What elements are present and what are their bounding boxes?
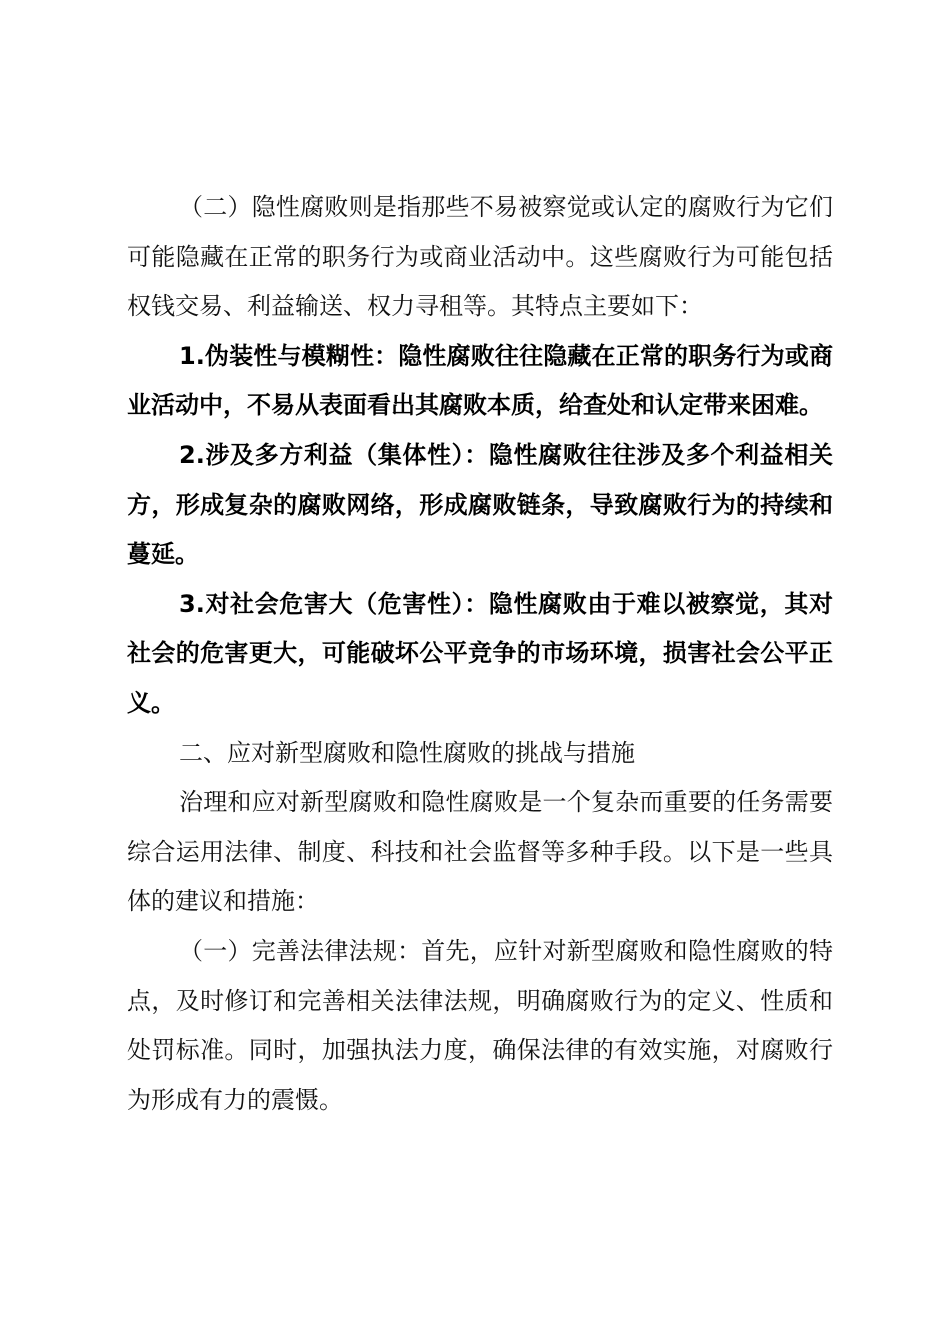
document-body bbox=[127, 183, 833, 1125]
paragraph-feature-collective: 2.涉及多方利益（集体性）：隐性腐败往往涉及多个利益相关方，形成复杂的腐败网络，形成腐败链条，导致腐败行为的持续和蔓延。 bbox=[127, 440, 833, 569]
section-heading-measures: 二、应对新型腐败和隐性腐败的挑战与措施 bbox=[179, 738, 635, 767]
paragraph-hidden-corruption-intro: （二）隐性腐败则是指那些不易被察觉或认定的腐败行为它们可能隐藏在正常的职务行为或商业活动中。这些腐败行为可能包括权钱交易、利益输送、权力寻租等。其特点主要如下： bbox=[127, 193, 833, 321]
paragraph-measures-intro: 治理和应对新型腐败和隐性腐败是一个复杂而重要的任务需要综合运用法律、制度、科技和社会监督等多种手段。以下是一些具体的建议和措施： bbox=[127, 788, 833, 916]
paragraph-feature-harm: 3.对社会危害大（危害性）：隐性腐败由于难以被察觉，其对社会的危害更大，可能破坏公平竞争的市场环境，损害社会公平正义。 bbox=[127, 589, 833, 717]
paragraph-feature-disguise: 1.伪装性与模糊性：隐性腐败往往隐藏在正常的职务行为或商业活动中，不易从表面看出其腐败本质，给查处和认定带来困难。 bbox=[127, 341, 833, 420]
paragraph-measure-laws: （一）完善法律法规：首先，应针对新型腐败和隐性腐败的特点，及时修订和完善相关法律法规，明确腐败行为的定义、性质和处罚标准。同时，加强执法力度，确保法律的有效实施，对腐败行为形成有力的震慑。 bbox=[127, 936, 833, 1114]
